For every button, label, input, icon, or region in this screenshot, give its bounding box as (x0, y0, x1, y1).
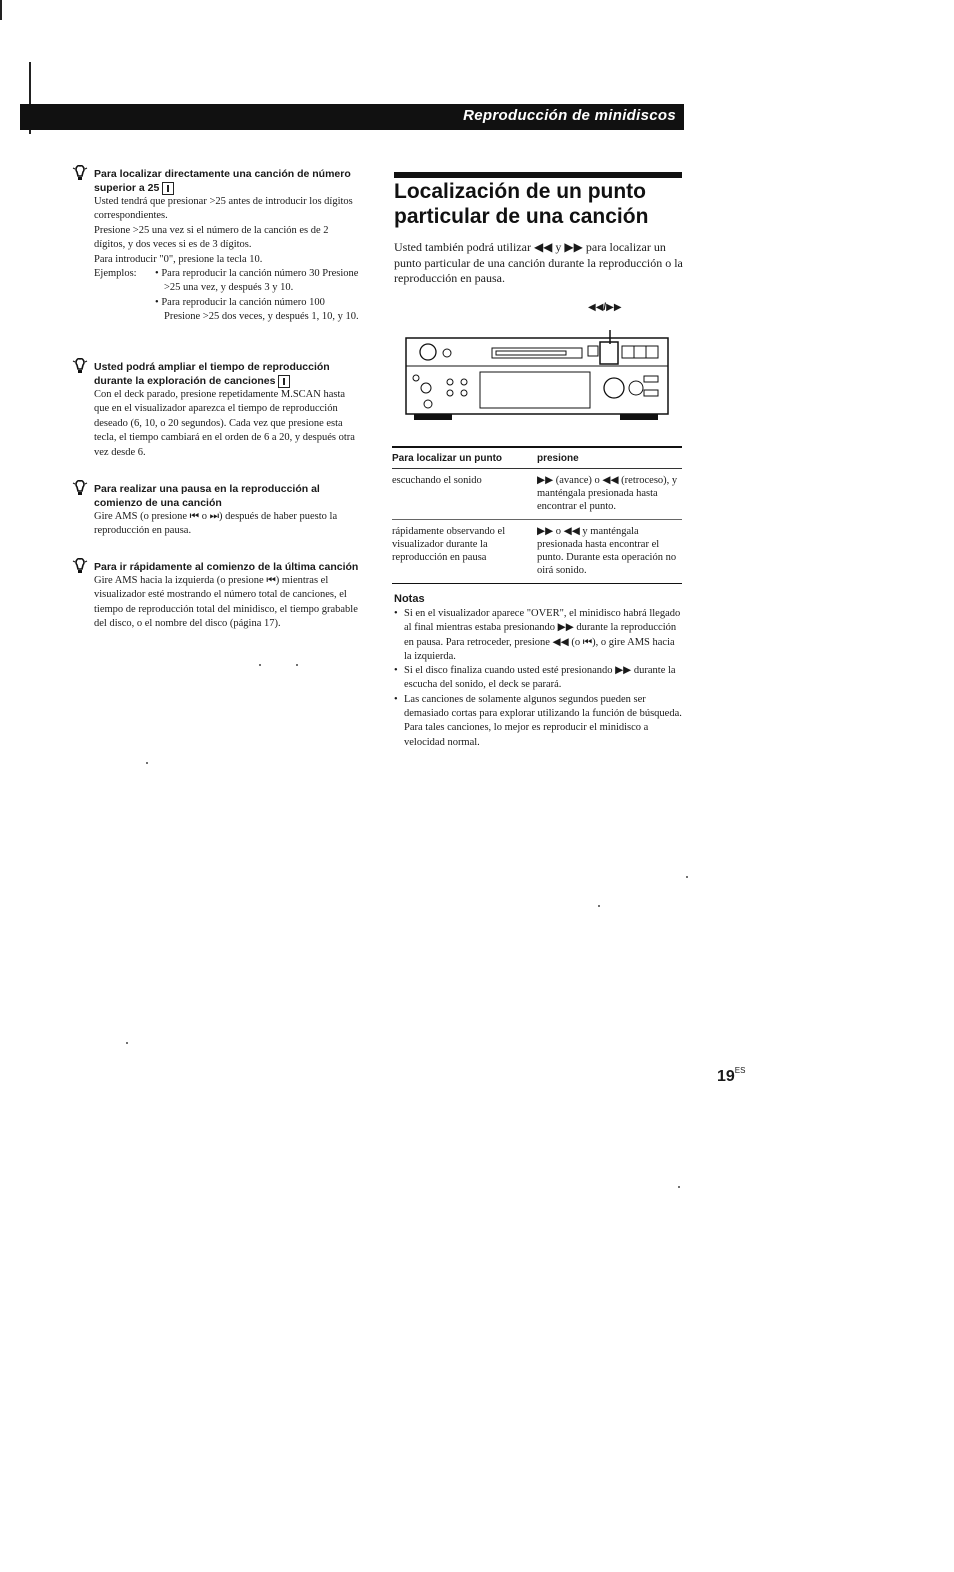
tip-text: Con el deck parado, presione repetidamente M.SCAN hasta que en el visualizador aparezca el tiempo de reproducción deseado (6, 10, o 20 segundos). Cada vez que presione esta tecla, el tiempo cambiará en el orden de 6 a 20, y después otra vez desde 6. (94, 389, 355, 458)
tip-block (70, 167, 362, 325)
note-item: • Las canciones de solamente algunos segundos pueden ser demasiado cortas para explorar utilizando la función de búsqueda. Para tales canciones, lo mejor es reproducir el minidisco a velocidad normal. (394, 693, 684, 750)
tip-block (70, 360, 362, 460)
scan-speck (598, 905, 600, 907)
section-title: Localización de un punto particular de una canción (394, 180, 649, 228)
lightbulb-icon (71, 480, 89, 500)
scan-speck (296, 664, 298, 666)
section-header-bar (20, 104, 684, 130)
scan-speck (126, 1042, 128, 1044)
table-row (392, 520, 682, 584)
tip-text: Para introducir "0", presione la tecla 10. (94, 253, 263, 265)
table-cell: ▶▶ o ◀◀ y manténgala presionada hasta encontrar el punto. Durante esta operación no oirá sonido. (537, 526, 677, 576)
tip-block (70, 560, 362, 632)
page-number: $19^{ES}$ (717, 1066, 746, 1085)
device-callout-label: ◀◀/▶▶ (588, 302, 622, 313)
table-cell: escuchando el sonido (392, 475, 482, 486)
tip-title: Para ir rápidamente al comienzo de la última canción (94, 561, 359, 573)
corner-mark (0, 0, 2, 20)
example-item: • Para reproducir la canción número 30 Presione >25 una vez, y después 3 y 10. (155, 268, 359, 294)
lightbulb-icon (71, 165, 89, 185)
tip-text: Gire AMS (o presione ⏮ o ⏭) después de haber puesto la reproducción en pausa. (94, 511, 338, 537)
scan-speck (259, 664, 261, 666)
note-item: • Si en el visualizador aparece "OVER", el minidisco habrá llegado al final mientras estaba presionando ▶▶ durante la reproducción en pausa. Para retroceder, presione ◀◀ (o ⏮), o gire AMS hacia la izquierda. (394, 607, 684, 664)
tip-title: Para localizar directamente una canción de número superior a 25 (94, 168, 351, 194)
lightbulb-icon (71, 358, 89, 378)
note-item: • Si el disco finaliza cuando usted esté presionando ▶▶ durante la escucha del sonido, el deck se parará. (394, 664, 684, 693)
lightbulb-icon (71, 558, 89, 578)
table-cell: ▶▶ (avance) o ◀◀ (retroceso), y manténgala presionada hasta encontrar el punto. (537, 475, 678, 512)
scan-speck (686, 876, 688, 878)
tip-text: Usted tendrá que presionar >25 antes de introducir los dígitos correspondientes. (94, 196, 353, 222)
table-header-cell: Para localizar un punto (392, 453, 503, 464)
table-header (392, 448, 682, 469)
examples-label: Ejemplos: (94, 268, 137, 280)
tip-title: Para realizar una pausa en la reproducción al comienzo de una canción (94, 483, 320, 509)
search-table (392, 446, 682, 584)
table-row (392, 469, 682, 520)
tip-text: Gire AMS hacia la izquierda (o presione ⏮) mientras el visualizador esté mostrando el número total de canciones, el tiempo de reproducción total del minidisco, el tiempo grabable del disco, o el nombre del disco (página 17). (94, 575, 358, 630)
tip-title: Usted podrá ampliar el tiempo de reproducción durante la exploración de canciones (94, 361, 330, 387)
tip-text: Presione >25 una vez si el número de la canción es de 2 dígitos, y dos veces si es de 3 dígitos. (94, 224, 329, 251)
example-item: • Para reproducir la canción número 100 Presione >25 dos veces, y después 1, 10, y 10. (155, 296, 359, 323)
tip-block (70, 482, 362, 539)
notes-list (394, 607, 684, 750)
key-box-icon (278, 375, 290, 388)
section-rule (394, 172, 682, 178)
scan-speck (678, 1186, 680, 1188)
key-box-icon (162, 182, 174, 195)
section-header-title: Reproducción de minidiscos (463, 107, 676, 124)
table-cell: rápidamente observando el visualizador durante la reproducción en pausa (392, 526, 506, 563)
table-header-cell: presione (537, 453, 579, 464)
section-intro: Usted también podrá utilizar ◀◀ y ▶▶ para localizar un punto particular de una canción durante la reproducción o la reproducción en pausa. (394, 240, 683, 285)
notes-title: Notas (394, 593, 425, 605)
minidisc-deck-illustration (404, 330, 672, 425)
scan-speck (146, 762, 148, 764)
